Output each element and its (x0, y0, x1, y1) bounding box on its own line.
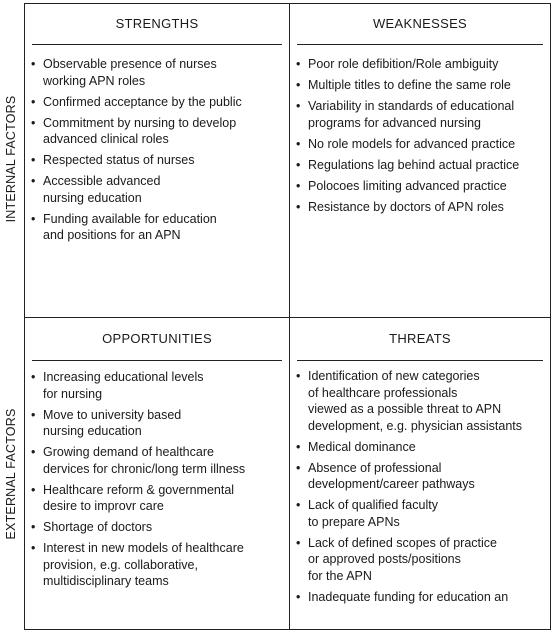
weaknesses-quadrant (290, 4, 550, 317)
threats-item: • Inadequate funding for education an (308, 589, 548, 606)
strengths-list (25, 45, 289, 244)
weaknesses-item: • No role models for advanced practice (308, 136, 546, 153)
opportunities-item: • Shortage of doctors (43, 519, 283, 536)
weaknesses-title: WEAKNESSES (372, 16, 468, 31)
opportunities-list (25, 361, 289, 590)
strengths-quadrant (25, 4, 289, 317)
swot-grid (24, 3, 551, 630)
opportunities-item: • Healthcare reform & governmental desire to improvr care (43, 482, 283, 515)
strengths-item: • Confirmed acceptance by the public (43, 94, 283, 111)
threats-item: • Identification of new categories of healthcare professionals viewed as a possible threat to APN development, e.g. physician assistants (308, 368, 548, 434)
weaknesses-item: • Resistance by doctors of APN roles (308, 199, 546, 216)
internal-factors-text: INTERNAL FACTORS (4, 95, 18, 223)
threats-item: • Lack of qualified faculty to prepare APNs (308, 497, 548, 530)
external-factors-text: EXTERNAL FACTORS (4, 407, 18, 540)
external-factors-label (0, 317, 22, 630)
strengths-title: STRENGTHS (115, 16, 199, 31)
strengths-item: • Commitment by nursing to develop advanced clinical roles (43, 115, 283, 148)
weaknesses-item: • Poor role defibition/Role ambiguity (308, 56, 546, 73)
internal-factors-label (0, 3, 22, 315)
opportunities-item: • Move to university based nursing education (43, 407, 283, 440)
opportunities-item: • Growing demand of healthcare dervices for chronic/long term illness (43, 444, 283, 477)
strengths-item: • Observable presence of nurses working APN roles (43, 56, 283, 89)
weaknesses-item: • Multiple titles to define the same role (308, 77, 546, 94)
threats-item: • Medical dominance (308, 439, 548, 456)
weaknesses-list (290, 45, 550, 215)
threats-quadrant (290, 318, 550, 629)
threats-list (290, 361, 550, 605)
threats-title: THREATS (389, 331, 451, 346)
opportunities-title: OPPORTUNITIES (102, 331, 212, 346)
opportunities-quadrant (25, 318, 289, 629)
weaknesses-item: • Variability in standards of educational programs for advanced nursing (308, 98, 546, 131)
weaknesses-item: • Polocoes limiting advanced practice (308, 178, 546, 195)
strengths-item: • Accessible advanced nursing education (43, 173, 283, 206)
weaknesses-item: • Regulations lag behind actual practice (308, 157, 546, 174)
strengths-item: • Funding available for education and positions for an APN (43, 211, 283, 244)
threats-item: • Absence of professional development/career pathways (308, 460, 548, 493)
threats-item: • Lack of defined scopes of practice or approved posts/positions for the APN (308, 535, 548, 585)
opportunities-item: • Interest in new models of healthcare provision, e.g. collaborative, multidisciplinary teams (43, 540, 283, 590)
opportunities-item: • Increasing educational levels for nursing (43, 369, 283, 402)
strengths-item: • Respected status of nurses (43, 152, 283, 169)
